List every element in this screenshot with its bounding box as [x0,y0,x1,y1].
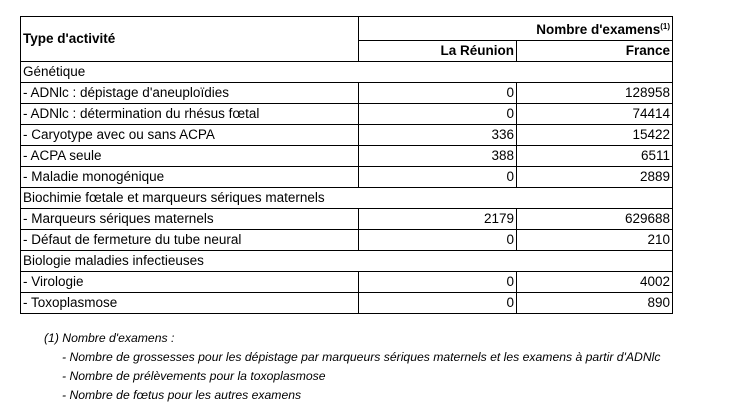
footnote-item: - Nombre de grossesses pour les dépistage par marqueurs sériques maternels et les examens à partir d'ADNlc [62,350,661,364]
france-value: 629688 [517,209,673,230]
reunion-value: 0 [359,104,517,125]
section-row [21,62,673,83]
activity-cell: - Caryotype avec ou sans ACPA [21,125,359,146]
activity-cell: - Virologie [21,272,359,293]
section-title: Biochimie fœtale et marqueurs sériques maternels [21,188,673,209]
reunion-value: 0 [359,293,517,314]
table-row [21,146,673,167]
table-row [21,104,673,125]
france-value: 2889 [517,167,673,188]
footnote-marker: (1) [660,22,671,31]
exam-count-header [359,17,673,41]
footnote-item: - Nombre de fœtus pour les autres examens [62,388,302,402]
table-row [21,293,673,314]
section-title: Biologie maladies infectieuses [21,251,673,272]
footnote-title: (1) Nombre d'examens : [44,331,175,345]
france-value: 128958 [517,83,673,104]
section-row [21,188,673,209]
france-value: 4002 [517,272,673,293]
france-value: 210 [517,230,673,251]
footnote-item: - Nombre de prélèvements pour la toxoplasmose [62,369,326,383]
activity-cell: - ADNlc : détermination du rhésus fœtal [21,104,359,125]
table-row [21,167,673,188]
france-value: 74414 [517,104,673,125]
section-row [21,251,673,272]
reunion-value: 0 [359,83,517,104]
reunion-column-header: La Réunion [359,41,517,62]
table-row [21,230,673,251]
header-row-1 [21,17,673,41]
france-value: 15422 [517,125,673,146]
reunion-value: 0 [359,272,517,293]
exam-table [20,16,673,314]
table-row [21,272,673,293]
france-value: 6511 [517,146,673,167]
france-column-header: France [517,41,673,62]
activity-cell: - Marqueurs sériques maternels [21,209,359,230]
reunion-value: 0 [359,167,517,188]
activity-cell: - Toxoplasmose [21,293,359,314]
reunion-value: 336 [359,125,517,146]
type-activity-header: Type d'activité [21,17,359,62]
activity-cell: - Maladie monogénique [21,167,359,188]
activity-cell: - ACPA seule [21,146,359,167]
footnotes [44,329,660,405]
reunion-value: 388 [359,146,517,167]
table-row [21,83,673,104]
activity-cell: - ADNlc : dépistage d'aneuploïdies [21,83,359,104]
activity-cell: - Défaut de fermeture du tube neural [21,230,359,251]
reunion-value: 2179 [359,209,517,230]
reunion-value: 0 [359,230,517,251]
section-title: Génétique [21,62,673,83]
table-row [21,209,673,230]
exam-count-header-label: Nombre d'examens [536,22,661,37]
table-body [21,17,673,314]
france-value: 890 [517,293,673,314]
table-row [21,125,673,146]
